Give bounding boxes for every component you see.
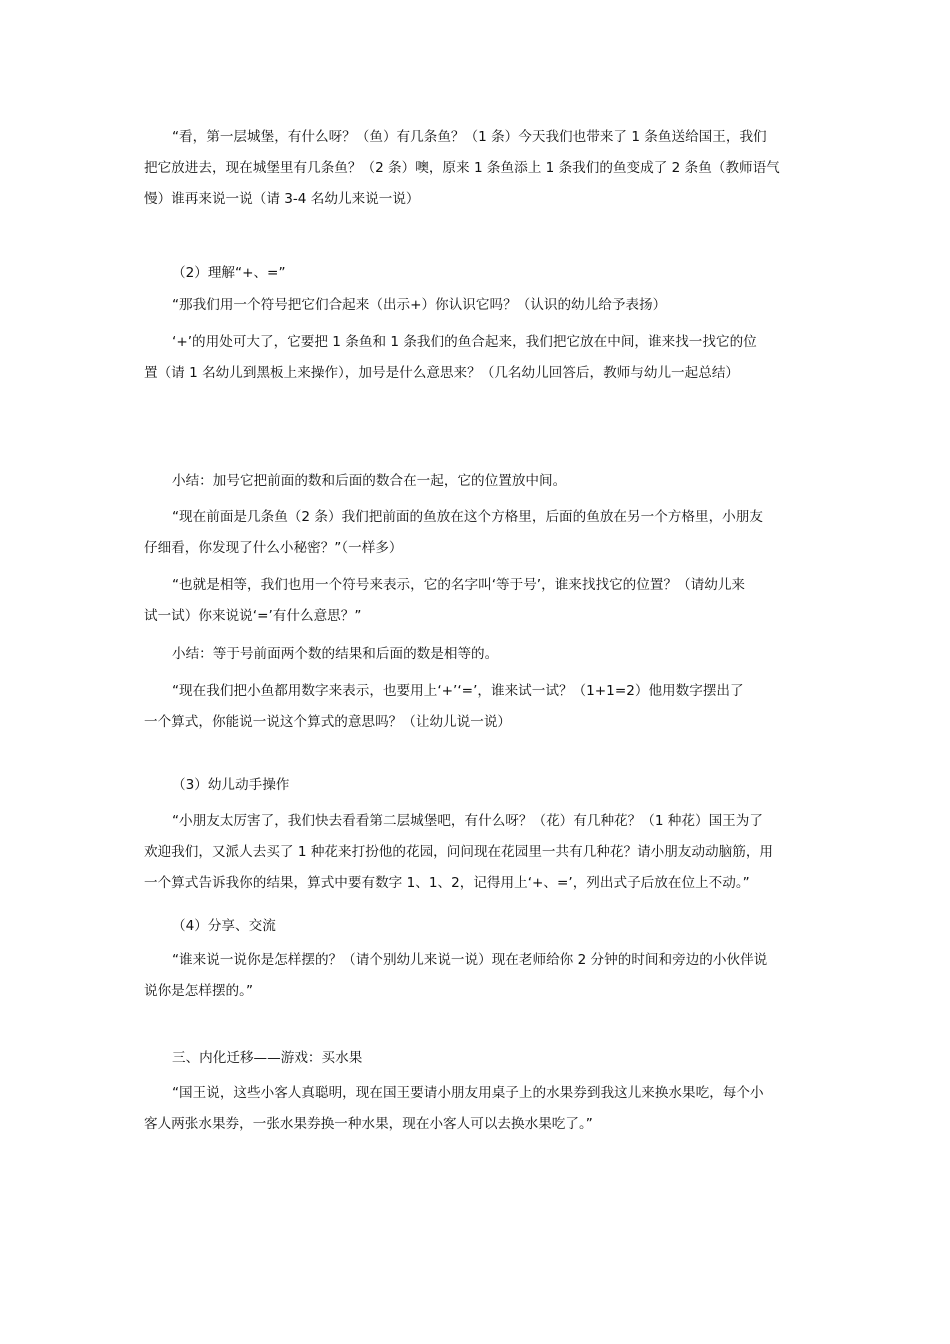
paragraph-summary-plus [144, 466, 808, 497]
text-line: “看，第一层城堡，有什么呀？（鱼）有几条鱼？（1 条）今天我们也带来了 1 条鱼送给国王，我们 [172, 129, 767, 145]
text-line: “现在我们把小鱼都用数字来表示，也要用上‘+’‘=’，谁来试一试？（1+1=2）他用数字摆出了 [172, 683, 744, 699]
text-line: 置（请 1 名幼儿到黑板上来操作），加号是什么意思来？（几名幼儿回答后，教师与幼儿一起总结） [144, 365, 740, 381]
heading-share [144, 911, 808, 942]
text-line: “那我们用一个符号把它们合起来（出示+）你认识它吗？（认识的幼儿给予表扬） [172, 297, 667, 313]
paragraph-number-expression [144, 676, 808, 738]
text-line: 把它放进去，现在城堡里有几条鱼？（2 条）噢，原来 1 条鱼添上 1 条我们的鱼变成了 2 条鱼（教师语气 [144, 160, 780, 176]
text-line: 三、内化迁移——游戏：买水果 [172, 1050, 363, 1066]
text-line: 小结：加号它把前面的数和后面的数合在一起，它的位置放中间。 [172, 473, 567, 489]
heading-understand-symbols [144, 258, 808, 289]
paragraph-fruit-vouchers [144, 1078, 808, 1140]
heading-fruit-game [144, 1043, 808, 1074]
paragraph-first-castle [144, 122, 808, 215]
heading-hands-on [144, 770, 808, 801]
text-line: “也就是相等，我们也用一个符号来表示，它的名字叫‘等于号’，谁来找找它的位置？（请幼儿来 [172, 577, 746, 593]
text-line: 小结：等于号前面两个数的结果和后面的数是相等的。 [172, 646, 499, 662]
text-line: 一个算式告诉我你的结果，算式中要有数字 1、1、2，记得用上‘+、=’，列出式子后放在位上不动。” [144, 875, 750, 891]
text-line: 仔细看，你发现了什么小秘密？”（一样多） [144, 540, 403, 556]
paragraph-summary-equals [144, 639, 808, 670]
text-line: 客人两张水果券，一张水果券换一种水果，现在小客人可以去换水果吃了。” [144, 1116, 593, 1132]
text-line: 慢）谁再来说一说（请 3-4 名幼儿来说一说） [144, 191, 420, 207]
text-line: （4）分享、交流 [172, 918, 276, 934]
text-line: “小朋友太厉害了，我们快去看看第二层城堡吧，有什么呀？（花）有几种花？（1 种花）国王为了 [172, 813, 763, 829]
text-line: （2）理解“+、=” [172, 265, 286, 281]
text-line: 欢迎我们，又派人去买了 1 种花来打扮他的花园，问问现在花园里一共有几种花？请小朋友动动脑筋，用 [144, 844, 774, 860]
paragraph-same-amount [144, 502, 808, 564]
paragraph-share-discuss [144, 945, 808, 1007]
paragraph-plus-sign-usage [144, 327, 808, 389]
text-line: 一个算式，你能说一说这个算式的意思吗？（让幼儿说一说） [144, 714, 512, 730]
text-line: 说你是怎样摆的。” [144, 983, 253, 999]
text-line: （3）幼儿动手操作 [172, 777, 290, 793]
text-line: “现在前面是几条鱼（2 条）我们把前面的鱼放在这个方格里，后面的鱼放在另一个方格里，小朋友 [172, 509, 763, 525]
text-line: 试一试）你来说说‘=’有什么意思？” [144, 608, 362, 624]
text-line: “国王说，这些小客人真聪明，现在国王要请小朋友用桌子上的水果券到我这儿来换水果吃，每个小 [172, 1085, 764, 1101]
paragraph-second-castle [144, 806, 808, 899]
text-line: ‘+’的用处可大了，它要把 1 条鱼和 1 条我们的鱼合起来，我们把它放在中间，谁来找一找它的位 [172, 334, 757, 350]
paragraph-equals-sign [144, 570, 808, 632]
text-line: “谁来说一说你是怎样摆的？（请个别幼儿来说一说）现在老师给你 2 分钟的时间和旁边的小伙伴说 [172, 952, 768, 968]
paragraph-plus-sign-intro [144, 290, 808, 321]
